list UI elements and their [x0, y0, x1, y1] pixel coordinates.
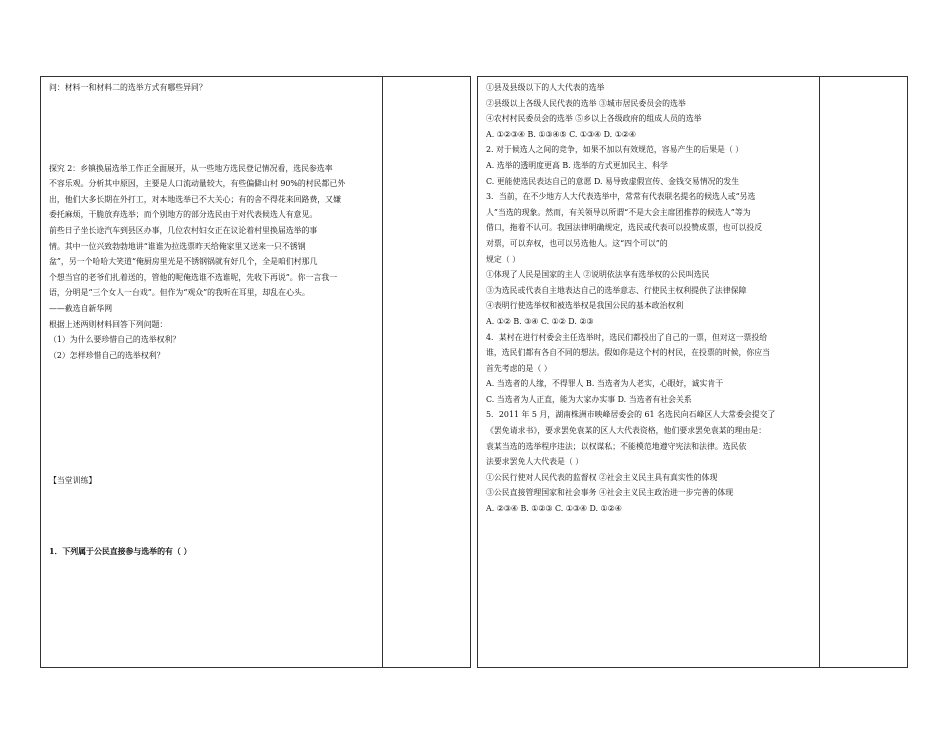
explore-text-line: 情。其中一位兴致勃勃地讲“谁谁为拉选票昨天给俺家里又送来一只不锈钢: [49, 241, 306, 251]
exercise-line: 人”当选的现象。然而，有关领导以所谓“不是大会主席团推荐的候选人”等为: [486, 207, 751, 217]
exercise-line: 4．某村在进行村委会主任选举时，选民们都投出了自己的一票，但对这一票投给: [486, 332, 768, 342]
answer-space: [49, 96, 376, 161]
explore-text-line: 个想当官的老爷们扎着送的，管他的呢俺选谁不选谁呢，先收下再说”。你一言我一: [49, 272, 338, 282]
left-main-column: [41, 77, 383, 667]
exercise-line: A. 当选者的人缘，不得罪人 B. 当选者为人老实，心眼好，诚实肯干: [486, 379, 724, 389]
section-heading: 1．下列属于公民直接参与选举的有（ ）: [49, 546, 192, 556]
exercise-line: ①体现了人民是国家的主人 ②说明依法享有选举权的公民叫选民: [486, 270, 710, 280]
exercise-line: ①公民行使对人民代表的监督权 ②社会主义民主具有真实性的体现: [486, 472, 718, 482]
right-notes-column: [820, 77, 907, 667]
exercise-line: 袁某当选的选举程序违法；以权谋私；不能模范地遵守宪法和法律。选民依: [486, 441, 747, 451]
explore-text-line: 前些日子坐长途汽车到县区办事，几位农村妇女正在议论着村里换届选举的事: [49, 225, 318, 235]
exercise-line: C. 当选者为人正直，能为大家办实事 D. 当选者有社会关系: [486, 394, 692, 404]
sub-question-2: 【当堂训练】: [49, 476, 97, 486]
exercise-line: 5．2011 年 5 月，湖南株洲市映峰居委会的 61 名选民向石峰区人大常委会提交了: [486, 410, 776, 420]
explore-text-line: 语，分明是“三个女人一台戏”。但作为“观众”的我听在耳里，却乱在心头。: [49, 288, 310, 298]
explore-text-line: 探究 2：乡镇换届选举工作正全面展开，从一些地方选民登记情况看，选民参选率: [49, 163, 333, 173]
exercise-line: 《罢免请求书》，要求罢免袁某的区人大代表资格，他们要求罢免袁某的理由是：: [486, 426, 767, 436]
exercise-line: ①县及县级以下的人大代表的选举: [486, 83, 605, 92]
exercise-line: 规定（ ）: [486, 254, 521, 264]
explore-text-line: 委托麻烦，干脆放弃选举；而个别地方的部分选民由于对代表候选人有意见。: [49, 210, 318, 220]
exercise-line: C. 更能使选民表达自己的意愿 D. 易导致虚假宣传、金钱交易情况的发生: [486, 176, 740, 186]
exercise-line: ④农村村民委员会的选举 ⑤乡以上各级政府的组成人员的选举: [486, 114, 702, 124]
exercise-line: A. ②③④ B. ①②③ C. ①③④ D. ①②④: [486, 504, 622, 514]
exercise-line: 3．当前，在不少地方人大代表选举中，常常有代表联名提名的候选人或“另选: [486, 192, 756, 202]
exercise-line: A. 选举的透明度更高 B. 选举的方式更加民主、科学: [486, 160, 668, 170]
left-notes-column: [383, 77, 470, 667]
exercise-line: A. ①② B. ③④ C. ①② D. ②③: [486, 316, 594, 326]
exercise-line: 借口，拖着不认可。我国法律明确规定，选民或代表可以投赞成票，也可以投反: [486, 223, 763, 233]
exercise-line: 对票，可以弃权，也可以另选他人。这“四个可以”的: [486, 238, 668, 248]
exercise-line: 谁，选民们都有各自不同的想法。假如你是这个村的村民，在投票的时候，你应当: [486, 348, 771, 358]
exercise-line: 2. 对于候选人之间的竞争，如果不加以有效规范，容易产生的后果是（ ）: [486, 145, 744, 155]
sub-question-1: （2）怎样珍惜自己的选举权利？: [49, 350, 165, 360]
right-main-column: [478, 77, 820, 667]
left-worksheet-panel: [40, 76, 471, 668]
exercise-line: ④表明行使选举权和被选举权是我国公民的基本政治权利: [486, 301, 684, 311]
answer-space: [49, 363, 376, 473]
explore-text-line: （1）为什么要珍惜自己的选举权利？: [49, 335, 181, 345]
explore-text-line: 根据上述两则材料回答下列问题：: [49, 319, 168, 329]
exercise-line: ③公民直接管理国家和社会事务 ④社会主义民主政治进一步完善的体现: [486, 488, 734, 498]
exercise-line: 首先考虑的是（ ）: [486, 363, 552, 373]
exercise-line: ③为选民或代表自主地表达自己的选举意志、行使民主权利提供了法律保障: [486, 285, 747, 295]
explore-text-line: 盆”，另一个哈哈大笑道“俺厨房里光是不锈钢锅就有好几个，全是咱们村那几: [49, 257, 318, 267]
explore-text-line: 不容乐观。分析其中原因，主要是人口流动量较大，有些偏僻山村 90%的村民都已外: [49, 179, 346, 189]
answer-space: [49, 489, 376, 544]
exercise-line: 法要求罢免人大代表是（ ）: [486, 457, 584, 467]
exercise-line: ②县级以上各级人民代表的选举 ③城市居民委员会的选举: [486, 98, 686, 108]
explore-text-line: 出，他们大多长期在外打工，对本地选举已不大关心；有的舍不得花来回路费，又嫌: [49, 194, 341, 204]
explore-text-line: ——截选自新华网: [49, 303, 113, 313]
question-line: 问：材料一和材料二的选举方式有哪些异同？: [49, 83, 207, 92]
right-worksheet-panel: [477, 76, 908, 668]
exercise-line: A. ①②③④ B. ①③④⑤ C. ①③④ D. ①②④: [486, 129, 636, 139]
